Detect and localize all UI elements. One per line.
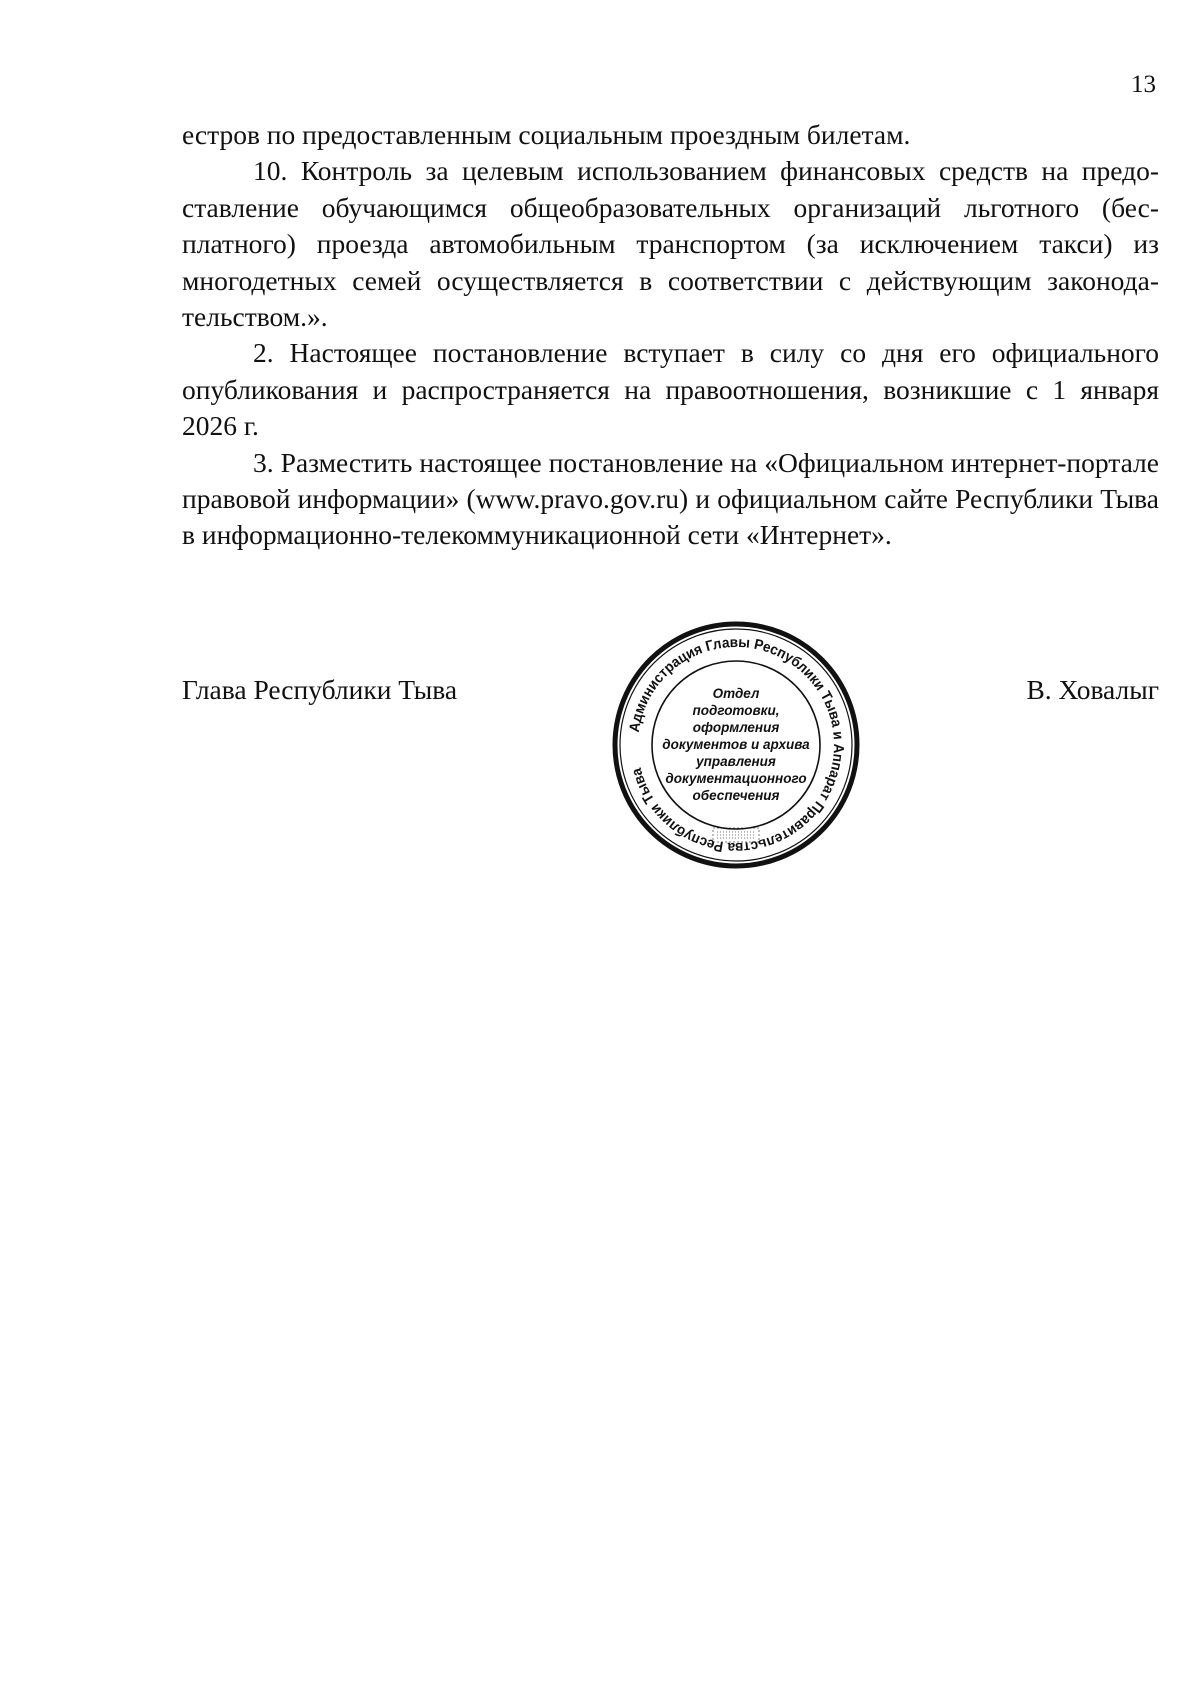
paragraph-item-2: 2. Настоящее постановление вступает в силу со дня его официального опубликования и распространяется на правоотношения, возникшие с 1 января 2026 г. — [182, 337, 1159, 442]
document-body — [182, 117, 1159, 554]
paragraph-item-10: 10. Контроль за целевым использованием финансовых средств на предоставление обучающимся общеобразовательных организаций льготного (бесплатного) проезда автомобильным транспортом (за исключением такси) из многодетных семей осуществляется в соответствии с действующим законодательством.». — [182, 155, 1159, 333]
official-seal-stamp — [609, 618, 863, 872]
seal-center-line: оформления — [692, 720, 780, 735]
paragraph-item-3: 3. Разместить настоящее постановление на «Официальном интернет-портале правовой информации» (www.pravo.gov.ru) и официальном сайте Республики Тыва в информационно-телекоммуникационной сети «Интернет». — [182, 446, 1159, 551]
seal-graphic — [609, 618, 863, 872]
seal-center-text — [662, 686, 810, 803]
paragraph-continuation: естров по предоставленным социальным проездным билетам. — [182, 119, 911, 150]
seal-center-line: обеспечения — [692, 788, 780, 803]
seal-center-line: документов и архива — [662, 737, 810, 752]
seal-center-line: Отдел — [712, 686, 760, 701]
signatory-name: В. Ховалыг — [1026, 674, 1159, 705]
seal-center-line: управления — [696, 754, 776, 769]
seal-center-line: документационного — [665, 771, 807, 786]
page-number: 13 — [1131, 71, 1156, 98]
signatory-position: Глава Республики Тыва — [182, 674, 458, 705]
seal-center-line: подготовки, — [692, 703, 780, 718]
seal-ring-textpath: Администрация Главы Республики Тыва и Аппарат Правительства Республики Тыва — [626, 634, 847, 856]
